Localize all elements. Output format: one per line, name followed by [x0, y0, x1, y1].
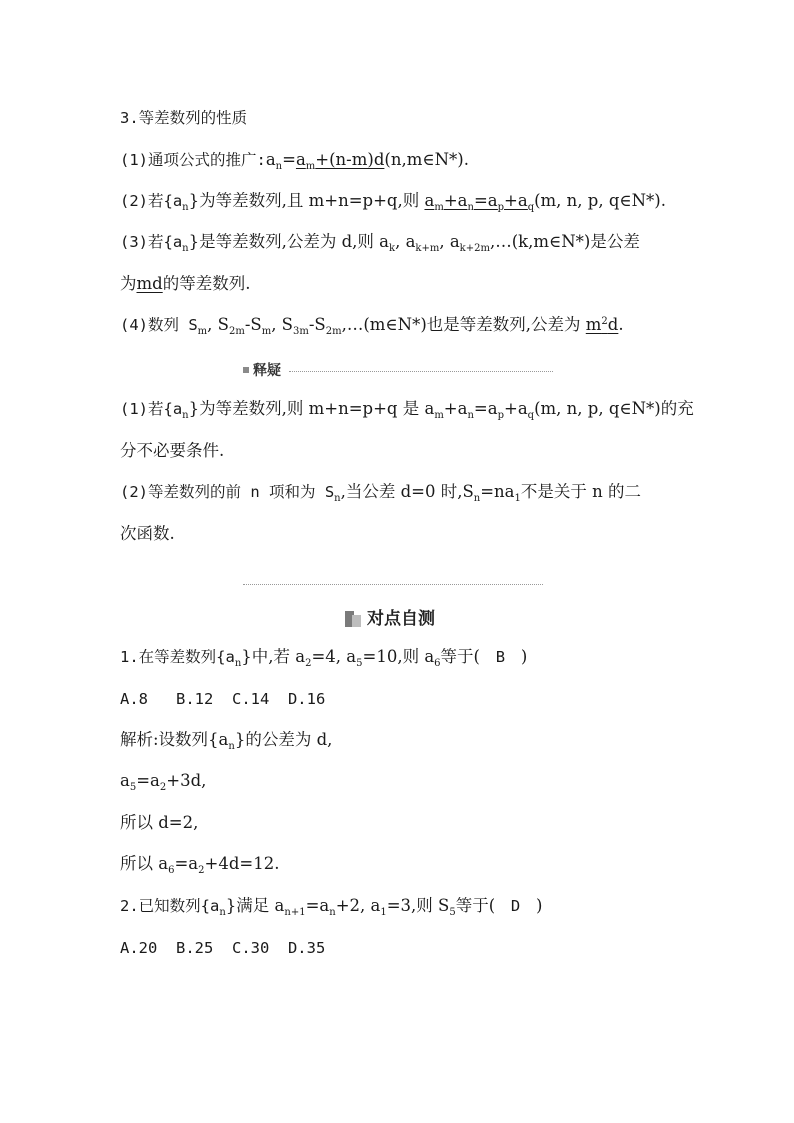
solution-line-1: 解析:设数列$\{a_n\}$的公差为 d, [120, 730, 333, 752]
shiyi-label: 释疑 [253, 363, 281, 379]
shiyi-note-2: (2)等差数列的前 n 项和为 $S_n$,当公差 d=0 时$,S_n=na_1$不是关于 n 的二 [120, 482, 642, 504]
solution-line-4: 所以 $a_6=a_2+4d=12$. [120, 854, 280, 876]
question-1-options: A.8 B.12 C.14 D.16 [120, 690, 326, 708]
answer-1: B [495, 648, 506, 666]
question-2-options: A.20 B.25 C.30 D.35 [120, 939, 326, 957]
square-bullet-icon [243, 367, 249, 373]
property-3-cont: 为md的等差数列. [120, 274, 251, 293]
shiyi-note-2-cont: 次函数. [120, 524, 175, 543]
property-4: (4)数列 $S_m$, $S_{2m}-S_m$, $S_{3m}-S_{2m},\dots(m\in N*)$也是等差数列,公差为 $m^2d$. [120, 315, 624, 337]
property-1: (1)通项公式的推广$:a_n=a_m+(n-m)d(n,m\in N*)$. [120, 150, 469, 172]
section-heading: 3.等差数列的性质 [120, 109, 248, 127]
section-separator [243, 584, 543, 585]
question-1: 1.在等差数列$\{a_n\}$中,若 $a_2=4$, $a_5=10$,则 $a_6$等于( B ) [120, 647, 528, 669]
dotted-rule [289, 371, 553, 372]
property-3: (3)若$\{a_n\}$是等差数列,公差为 d,则 $a_k$, $a_{k+m}$, $a_{k+2m},\dots(k,m\in N*)$是公差 [120, 232, 640, 254]
property-2: (2)若$\{a_n\}$为等差数列,且 m+n=p+q,则 $a_m+a_n=a_p+a_q(m$, n, p, q∈N*). [120, 191, 666, 213]
self-test-title: 对点自测 [367, 609, 435, 629]
book-icon [345, 611, 361, 627]
shiyi-note-1: (1)若$\{a_n\}$为等差数列,则 m+n=p+q 是 $a_m+a_n=a_p+a_q(m$, n, p, q∈N*)的充 [120, 399, 694, 421]
answer-2: D [510, 897, 521, 915]
question-2: 2.已知数列$\{a_n\}$满足 $a_{n+1}=a_n+2$, $a_1=3$,则 $S_5$等于( D ) [120, 896, 543, 918]
solution-line-2: $a_5=a_2+3d$, [120, 771, 207, 793]
shiyi-divider [243, 360, 553, 382]
shiyi-note-1-cont: 分不必要条件. [120, 441, 225, 460]
solution-line-3: 所以 d=2, [120, 813, 199, 832]
